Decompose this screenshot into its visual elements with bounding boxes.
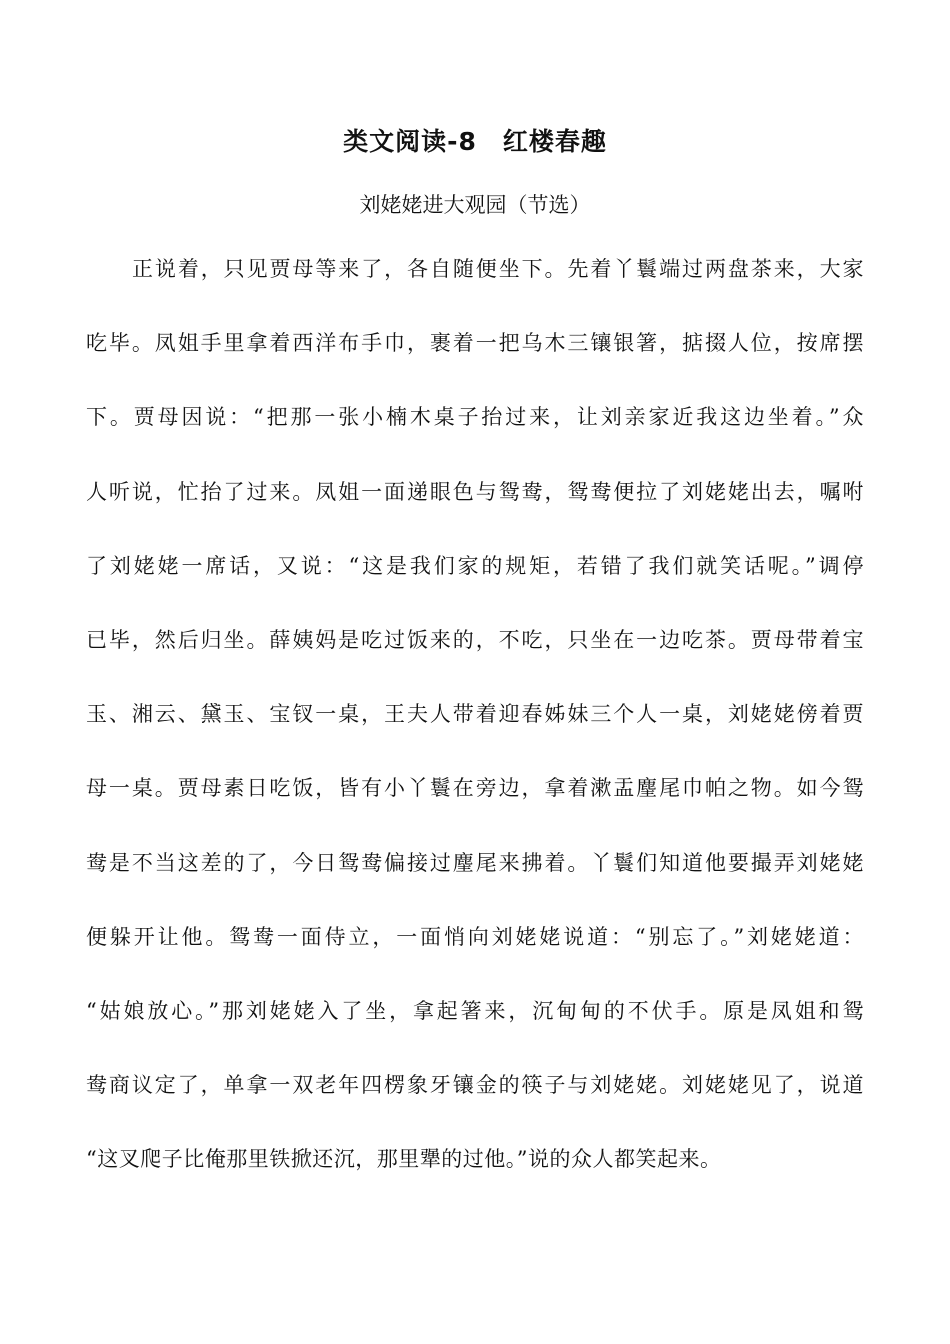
passage-line: 下。贾母因说：“把那一张小楠木桌子抬过来，让刘亲家近我这边坐着。”众 — [86, 405, 864, 430]
passage-line: 人听说，忙抬了过来。凤姐一面递眼色与鸳鸯，鸳鸯便拉了刘姥姥出去，嘱咐 — [86, 479, 864, 504]
passage-line: 吃毕。凤姐手里拿着西洋布手巾，裹着一把乌木三镶银箸，掂掇人位，按席摆 — [86, 331, 864, 356]
passage-line: 便躲开让他。鸳鸯一面侍立，一面悄向刘姥姥说道：“别忘了。”刘姥姥道： — [86, 924, 864, 949]
passage-line: 鸯是不当这差的了，今日鸳鸯偏接过麈尾来拂着。丫鬟们知道他要撮弄刘姥姥 — [86, 850, 864, 875]
passage-line: 玉、湘云、黛玉、宝钗一桌，王夫人带着迎春姊妹三个人一桌，刘姥姥傍着贾 — [86, 702, 864, 727]
document-subtitle: 刘姥姥进大观园（节选） — [359, 193, 591, 217]
passage-line: 了刘姥姥一席话，又说：“这是我们家的规矩，若错了我们就笑话呢。”调停 — [86, 553, 864, 578]
passage-line: 已毕，然后归坐。薛姨妈是吃过饭来的，不吃，只坐在一边吃茶。贾母带着宝 — [86, 627, 864, 652]
passage-line: “姑娘放心。”那刘姥姥入了坐，拿起箸来，沉甸甸的不伏手。原是凤姐和鸳 — [86, 998, 864, 1023]
passage-line: 正说着，只见贾母等来了，各自随便坐下。先着丫鬟端过两盘茶来，大家 — [132, 257, 864, 281]
passage-line: 母一桌。贾母素日吃饭，皆有小丫鬟在旁边，拿着漱盂麈尾巾帕之物。如今鸳 — [86, 776, 864, 801]
document-title: 类文阅读-8 红楼春趣 — [343, 127, 607, 156]
passage-body — [86, 249, 864, 1213]
passage-line: “这叉爬子比俺那里铁掀还沉，那里犟的过他。”说的众人都笑起来。 — [86, 1147, 722, 1172]
passage-line: 鸯商议定了，单拿一双老年四楞象牙镶金的筷子与刘姥姥。刘姥姥见了，说道 — [86, 1073, 864, 1098]
